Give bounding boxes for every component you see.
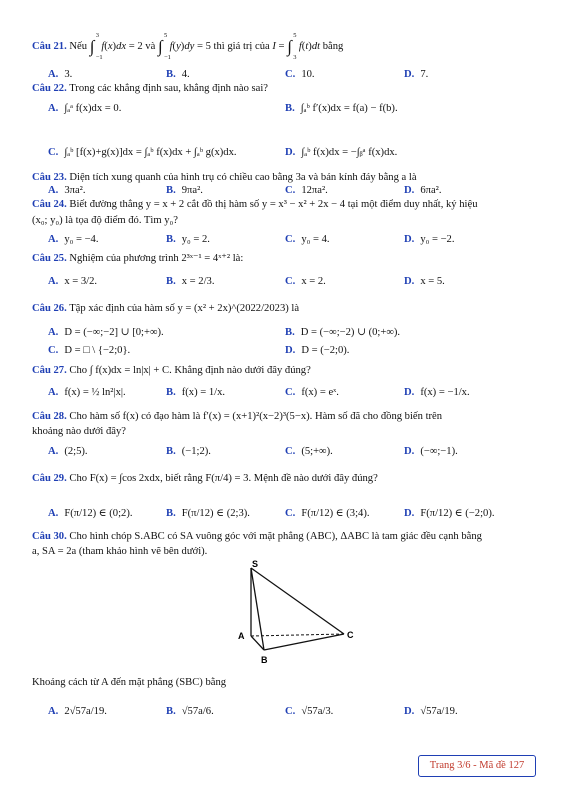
q25-option-d[interactable]: D. x = 5.	[404, 276, 445, 287]
q22-option-d[interactable]: D. ∫ₐᵇ f(x)dx = −∫ᵦᵃ f(x)dx.	[285, 147, 398, 158]
q25-option-c[interactable]: C. x = 2.	[285, 276, 326, 287]
q29-option-a[interactable]: A. F(π/12) ∈ (0;2).	[48, 508, 133, 519]
question-25: Câu 25. Nghiệm của phương trình 2³ˣ⁻¹ = 4ˣ⁺² là:	[32, 253, 244, 264]
question-30-line2: a, SA = 2a (tham khảo hình vẽ bên dưới).	[32, 546, 208, 557]
question-27: Câu 27. Cho ∫ f(x)dx = ln|x| + C. Khẳng định nào dưới đây đúng?	[32, 365, 311, 376]
q26-option-b[interactable]: B. D = (−∞;−2) ∪ (0;+∞).	[285, 327, 401, 338]
q24-option-b[interactable]: B. y₀ = 2.	[166, 234, 210, 245]
q28-option-c[interactable]: C. (5;+∞).	[285, 446, 333, 457]
q28-option-b[interactable]: B. (−1;2).	[166, 446, 211, 457]
q22-option-c[interactable]: C. ∫ₐᵇ [f(x)+g(x)]dx = ∫ₐᵇ f(x)dx + ∫ₐᵇ g(x)dx.	[48, 147, 237, 158]
q22-option-a[interactable]: A. ∫ₐᵃ f(x)dx = 0.	[48, 103, 122, 114]
q26-option-d[interactable]: D. D = (−2;0).	[285, 345, 350, 356]
q21-option-b[interactable]: B. 4.	[166, 69, 190, 80]
q30-option-a[interactable]: A. 2√57a/19.	[48, 706, 107, 717]
question-26: Câu 26. Tập xác định của hàm số y = (x² + 2x)^(2022/2023) là	[32, 303, 300, 314]
q26-option-a[interactable]: A. D = (−∞;−2] ∪ [0;+∞).	[48, 327, 164, 338]
vertex-s-label: S	[252, 559, 259, 569]
q21-option-c[interactable]: C. 10.	[285, 69, 315, 80]
q27-option-a[interactable]: A. f(x) = ½ ln²|x|.	[48, 387, 126, 398]
q28-option-a[interactable]: A. (2;5).	[48, 446, 88, 457]
vertex-b-label: B	[261, 655, 268, 665]
q29-option-c[interactable]: C. F(π/12) ∈ (3;4).	[285, 508, 370, 519]
question-28: Câu 28. Cho hàm số f(x) có đạo hàm là f′(x) = (x+1)²(x−2)³(5−x). Hàm số đã cho đồng biến trên	[32, 411, 443, 422]
question-21: Câu 21. Nếu ∫ 3 −1 f(x)dx = 2 và ∫ 5 −1 f(y)dy = 5 thì giá trị của I = ∫ 5 3 f(t)dt bằng	[32, 32, 344, 61]
q25-option-b[interactable]: B. x = 2/3.	[166, 276, 215, 287]
question-23: Câu 23. Diện tích xung quanh của hình trụ có chiều cao bằng 3a và bán kính đáy bằng a là	[32, 172, 417, 183]
q24-option-d[interactable]: D. y₀ = −2.	[404, 234, 455, 245]
q27-option-b[interactable]: B. f(x) = 1/x.	[166, 387, 226, 398]
q26-option-c[interactable]: C. D = □ \ {−2;0}.	[48, 345, 131, 356]
q23-option-a[interactable]: A. 3πa².	[48, 185, 86, 196]
vertex-a-label: A	[238, 631, 245, 641]
q21-option-d[interactable]: D. 7.	[404, 69, 429, 80]
question-24-line2: (x₀; y₀) là tọa độ điểm đó. Tìm y₀?	[32, 215, 178, 226]
q21-option-a[interactable]: A. 3.	[48, 69, 73, 80]
q30-option-c[interactable]: C. √57a/3.	[285, 706, 334, 717]
q23-option-b[interactable]: B. 9πa².	[166, 185, 203, 196]
q30-option-d[interactable]: D. √57a/19.	[404, 706, 458, 717]
q29-option-b[interactable]: B. F(π/12) ∈ (2;3).	[166, 508, 250, 519]
pyramid-figure	[226, 558, 366, 670]
q24-option-c[interactable]: C. y₀ = 4.	[285, 234, 330, 245]
q29-option-d[interactable]: D. F(π/12) ∈ (−2;0).	[404, 508, 495, 519]
question-24: Câu 24. Biết đường thẳng y = x + 2 cắt đồ thị hàm số y = x³ − x² + 2x − 4 tại một điểm duy nhất, ký hiệu	[32, 199, 478, 210]
page-footer: Trang 3/6 - Mã đề 127	[418, 755, 536, 777]
q27-option-c[interactable]: C. f(x) = eˣ.	[285, 387, 339, 398]
q23-option-d[interactable]: D. 6πa².	[404, 185, 442, 196]
q23-option-c[interactable]: C. 12πa².	[285, 185, 328, 196]
q27-option-d[interactable]: D. f(x) = −1/x.	[404, 387, 470, 398]
question-28-line2: khoảng nào dưới đây?	[32, 426, 127, 437]
q22-option-b[interactable]: B. ∫ₐᵇ f′(x)dx = f(a) − f(b).	[285, 103, 398, 114]
q25-option-a[interactable]: A. x = 3/2.	[48, 276, 98, 287]
q28-option-d[interactable]: D. (−∞;−1).	[404, 446, 458, 457]
question-30-prompt: Khoảng cách từ A đến mặt phẳng (SBC) bằng	[32, 677, 227, 688]
question-22: Câu 22. Trong các khẳng định sau, khẳng định nào sai?	[32, 83, 268, 94]
q24-option-a[interactable]: A. y₀ = −4.	[48, 234, 99, 245]
question-29: Câu 29. Cho F(x) = ∫cos 2xdx, biết rằng F(π/4) = 3. Mệnh đề nào dưới đây đúng?	[32, 473, 378, 484]
q30-option-b[interactable]: B. √57a/6.	[166, 706, 214, 717]
vertex-c-label: C	[347, 630, 354, 640]
q21-label: Câu 21.	[32, 40, 67, 52]
question-30: Câu 30. Cho hình chóp S.ABC có SA vuông góc với mặt phẳng (ABC), ΔABC là tam giác đều cạnh bằng	[32, 531, 482, 542]
